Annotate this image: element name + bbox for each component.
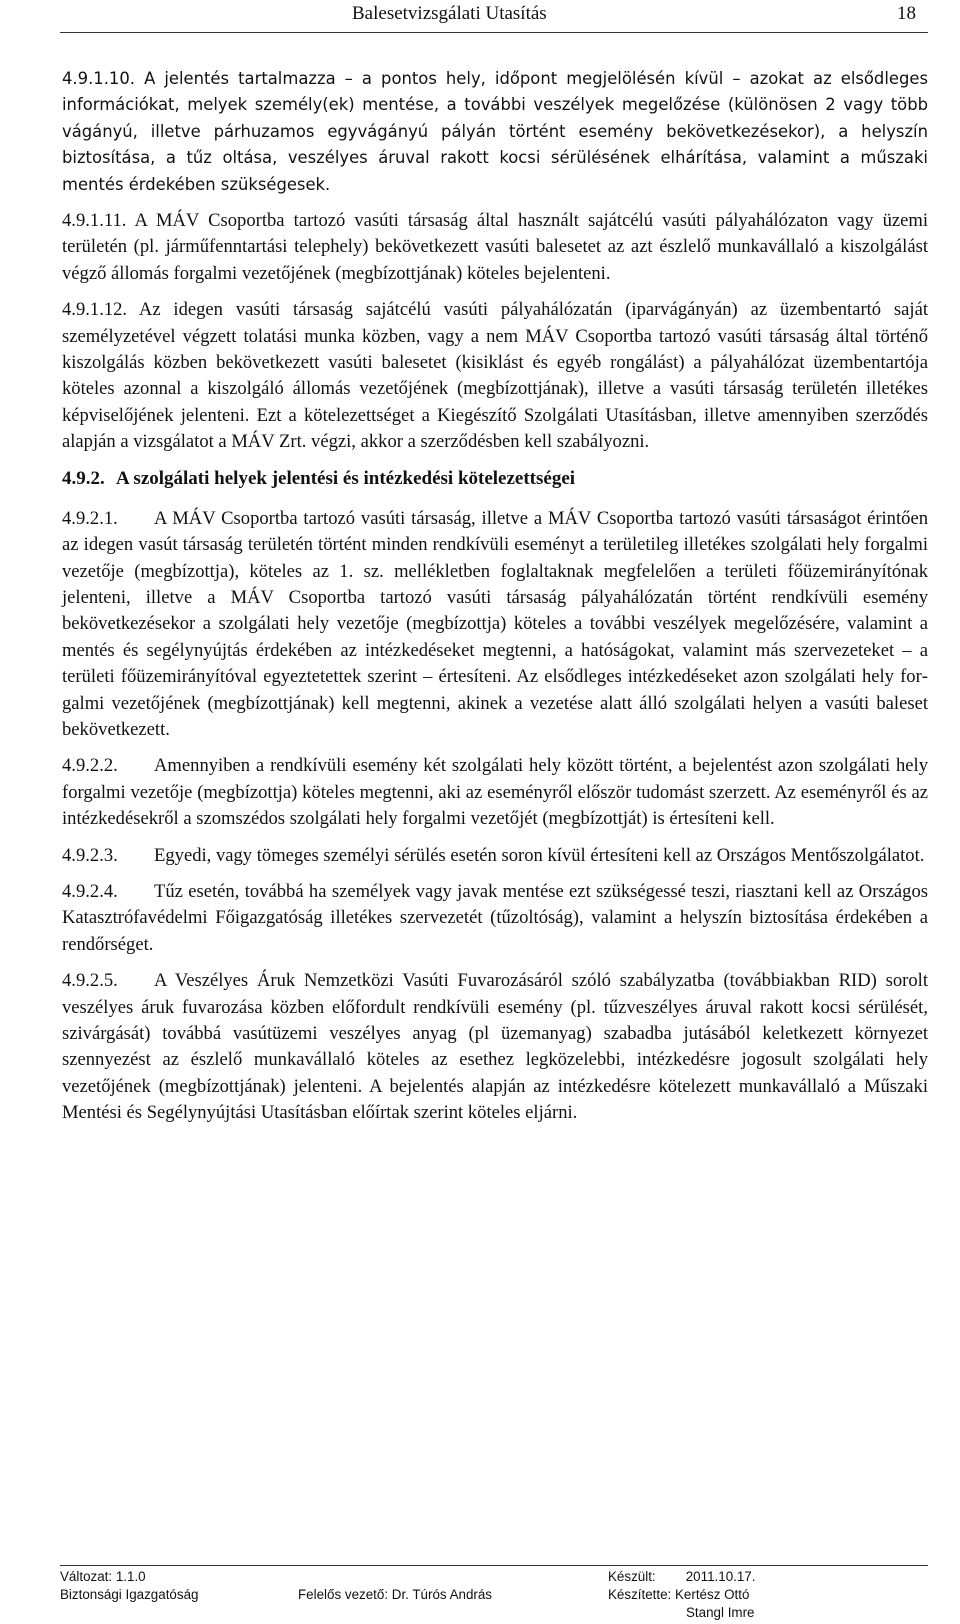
document-body — [62, 66, 928, 1137]
footer-prepared-by-2: Stangl Imre — [686, 1605, 755, 1620]
footer-version: Változat: 1.1.0 — [60, 1569, 146, 1584]
paragraph-number: 4.9.2.1. — [62, 507, 118, 529]
paragraph-4-9-1-10 — [62, 66, 928, 198]
paragraph-text: A MÁV Csoportba tartozó vasúti társaság által használt sajátcélú vasúti pályahálózaton vagy üzemi területén (pl. járműfenntartási telephely) bekövetkezett vasúti balesetet az azt észlelő munkavállaló a kiszolgálást végző állomás forgalmi vezetőjének (megbízottjának) köteles bejelenteni. — [62, 210, 928, 284]
footer-left — [60, 1568, 198, 1604]
paragraph-4-9-1-12 — [62, 297, 928, 455]
header-rule — [60, 32, 928, 33]
footer-middle — [298, 1586, 492, 1604]
section-heading — [62, 466, 928, 492]
paragraph-4-9-2-5 — [62, 968, 928, 1126]
paragraph-number: 4.9.1.12. — [62, 299, 128, 321]
page-footer — [60, 1565, 928, 1620]
paragraph-text: Egyedi, vagy tömeges személyi sérülés esetén soron kívül értesíteni kell az Országos Mentőszolgálatot. — [154, 844, 925, 866]
footer-directorate: Biztonsági Igazgatóság — [60, 1587, 199, 1602]
paragraph-number: 4.9.2.4. — [62, 880, 118, 902]
section-number: 4.9.2. — [62, 467, 105, 489]
paragraph-text: Amennyiben a rendkívüli esemény két szolgálati hely között történt, a bejelentést azon szolgálati hely forgalmi vezetője (megbízottja) köteles megtenni, aki az eseményről először tudomást szerzett. Az eseményről és az intézkedésekről a szomszédos szolgálati hely forgalmi vezetőjét (megbízottját) is értesíteni kell. — [62, 755, 928, 830]
paragraph-number: 4.9.1.10. — [62, 69, 135, 88]
paragraph-text: A jelentés tartalmazza – a pontos hely, időpont megjelölésén kívül – azokat az elsődleges információkat, melyek személy(ek) mentése, a további veszélyek megelőzése (különösen 2 vagy több vágányú, illetve párhuzamos egyvágányú pályán történt esemény bekövetkezésekor), a helyszín biztosítása, a tűz oltása, veszélyes áruval rakott kocsi sérülésének elhárítása, valamint a műszaki mentés érdekében szükségesek. — [62, 69, 929, 194]
footer-prepared-by-1: Kertész Ottó — [675, 1587, 750, 1602]
paragraph-number: 4.9.1.11. — [62, 210, 127, 232]
paragraph-4-9-2-2 — [62, 753, 928, 832]
document-title: Balesetvizsgálati Utasítás — [352, 3, 547, 24]
paragraph-4-9-2-1 — [62, 506, 928, 744]
paragraph-number: 4.9.2.5. — [62, 970, 118, 992]
footer-created-label: Készült: — [608, 1569, 656, 1584]
paragraph-4-9-2-4 — [62, 879, 928, 958]
footer-prepared-label: Készítette: — [608, 1587, 672, 1602]
paragraph-number: 4.9.2.3. — [62, 844, 118, 866]
footer-right — [608, 1568, 755, 1622]
paragraph-text: Az idegen vasúti társaság sajátcélú vasúti pályahálózatán (iparvágányán) az üzembentartó saját személyzetével végzett tolatási munka közben, vagy a nem MÁV Csoportba tartozó vasúti társaság által történő kiszolgálás közben bekövetkezett vasúti balesetet (kisiklást és egyéb rongálást) a pályahálózat üzembentartója köteles azonnal a kiszolgáló állomás vezetőjének (megbízottjának), illetve a vasúti társaság területén illetékes képviselőjének jelenteni. Ezt a kötelezettséget a Kiegészítő Szolgálati Utasításban, illetve amennyiben szerződés alapján a vizsgálatot a MÁV Zrt. végzi, akkor a szerződésben kell szabályozni. — [62, 299, 929, 453]
footer-responsible: Felelős vezető: Dr. Túrós András — [298, 1587, 493, 1602]
paragraph-text: Tűz esetén, továbbá ha személyek vagy javak mentése ezt szükségessé teszi, riasztani kell az Országos Katasztrófavédelmi Főigazgatóság illetékes szervezetét (tűzoltóság), valamint a helyszín biztosítása érdekében a rendőrséget. — [62, 880, 928, 955]
paragraph-4-9-2-3 — [62, 843, 928, 869]
page-number: 18 — [897, 3, 916, 24]
running-header — [62, 0, 928, 30]
paragraph-text: A Veszélyes Áruk Nemzetközi Vasúti Fuvarozásáról szóló szabályzatba (továbbiakban RID) sorolt veszélyes áruk fuvarozása közben előfordult rendkívüli esemény (pl. tűzveszélyes áruval rakott kocsi sérülését, szivárgását) továbbá vasútüzemi veszélyes anyag (pl üzemanyag) szabadba jutásából keletkezett környezet szennyezést az észlelő munkavállaló köteles az esethez legközelebbi, intézkedésre jogosult szolgálati hely vezetőjének (megbízottjának) jelenteni. A bejelentés alapján az intézkedésre kötelezett munkavállaló a Műszaki Mentési és Segélynyújtási Utasításban előírtak szerint köteles eljárni. — [62, 970, 928, 1124]
footer-created-date: 2011.10.17. — [685, 1569, 756, 1584]
paragraph-text: A MÁV Csoportba tartozó vasúti társaság, illetve a MÁV Csoportba tartozó vasúti társaságot érintően az idegen vasút társaság területén történt minden rendkívüli eseményt a területileg illetékes szolgálati hely forgalmi vezetője (megbízottja), köteles az 1. sz. mellékletben foglaltaknak megfelelően a területi főüzemirányítónak jelenteni, illetve a MÁV Csoportba tartozó vasúti társaság pályahálózatán történt rendkívüli esemény bekövetkezésekor a szolgálati hely vezetője (megbízottja) köteles a további veszélyek megelőzésére, valamint a mentés és segélynyújtás érdekében az intézkedéseket megtenni, a hatóságokat, valamint más szervezeteket – a területi főüzemirányítóval egyeztetettek szerint – értesíteni. Az elsődleges intézkedéseket azon szolgálati hely forgalmi vezetőjének (megbízottjának) kell megtenni, akinek a vezetése alatt álló szolgálati helyen a vasúti baleset bekövetkezett. — [62, 507, 928, 740]
paragraph-number: 4.9.2.2. — [62, 755, 118, 777]
paragraph-4-9-1-11 — [62, 208, 928, 287]
section-title: A szolgálati helyek jelentési és intézkedési kötelezettségei — [116, 467, 576, 489]
